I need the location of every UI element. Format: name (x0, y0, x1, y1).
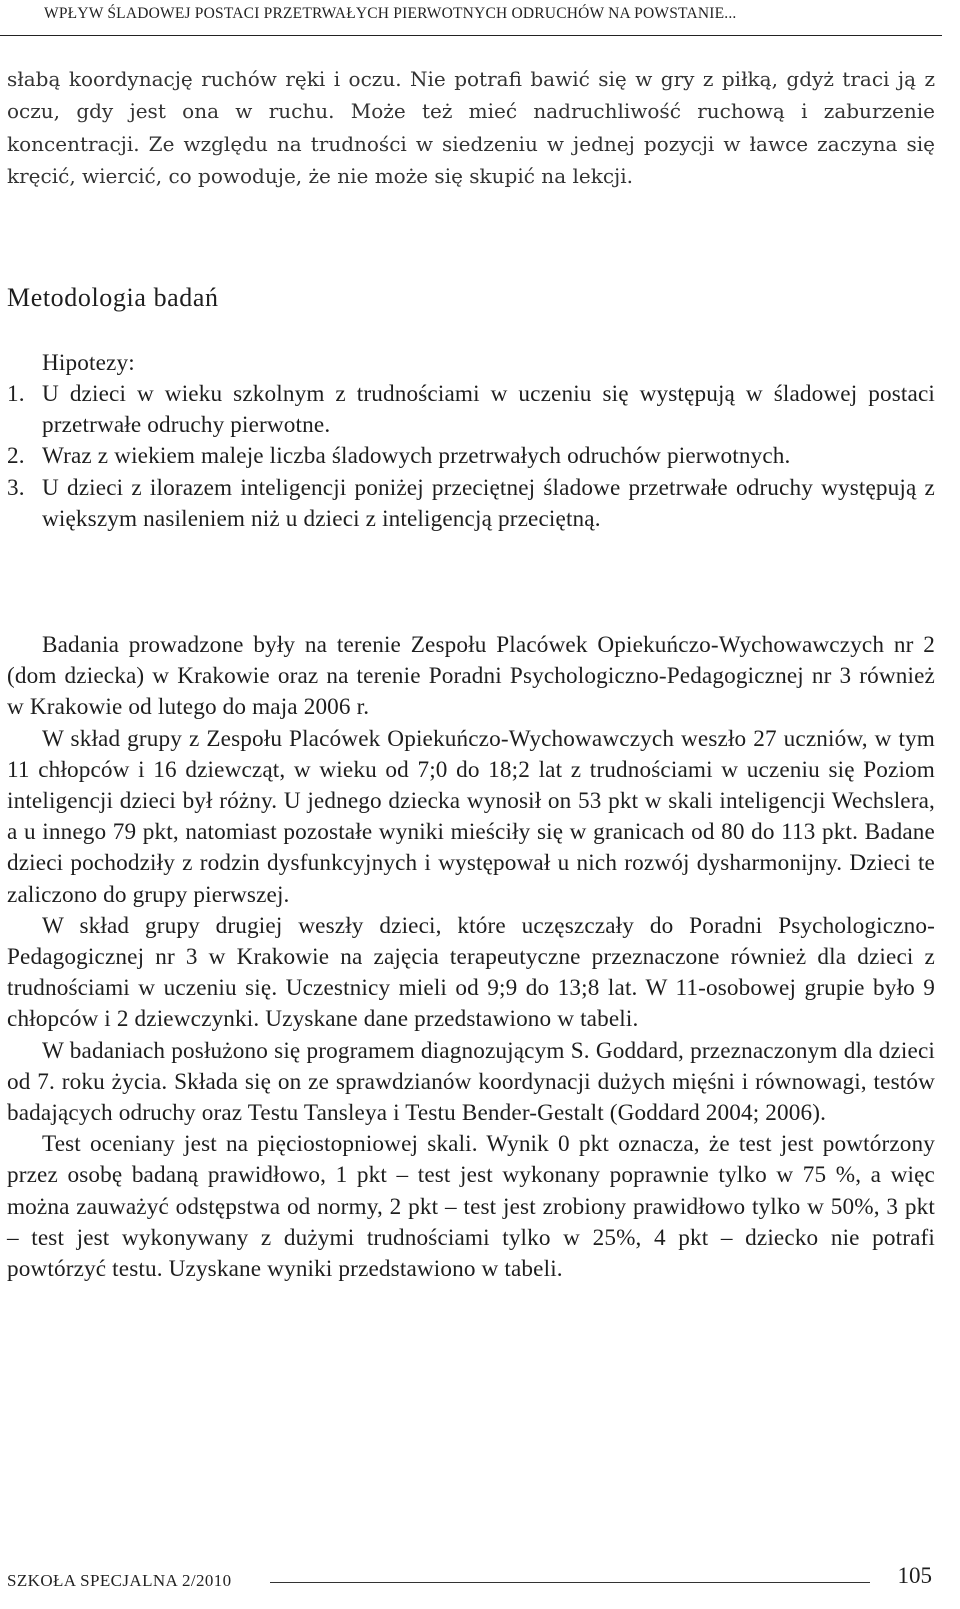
footer-journal-title: SZKOŁA SPECJALNA 2/2010 (7, 1571, 232, 1590)
header-rule (0, 35, 942, 36)
footer-rule (270, 1582, 870, 1583)
body-paragraph: W skład grupy z Zespołu Placówek Opiekuńczo-Wychowawczych weszło 27 uczniów, w tym 11 chłopców i 16 dziewcząt, w wieku od 7;0 do 18;2 lat z trudnościami w uczeniu się Poziom inteligencji dzieci był różny. U jednego dziecka wynosił on 53 pkt w skali inteligencji Wechslera, a u innego 79 pkt, natomiast pozostałe wyniki mieściły się w granicach od 80 do 113 pkt. Badane dzieci pochodziły z rodzin dysfunkcyjnych i występował u nich rozwój dysharmonijny. Dzieci te zaliczono do grupy pierwszej. (7, 725, 935, 908)
hypothesis-number: 3. (7, 474, 25, 501)
body-paragraph: W badaniach posłużono się programem diagnozującym S. Goddard, przeznaczonym dla dzieci od 7. roku życia. Składa się on ze sprawdzianów koordynacji dużych mięśni i równowagi, testów badających odruchy oraz Testu Tansleya i Testu Bender-Gestalt (Goddard 2004; 2006). (7, 1037, 935, 1127)
main-body (7, 630, 935, 1285)
hypothesis-text: U dzieci w wieku szkolnym z trudnościami w uczeniu się występują w śladowej postaci przetrwałe odruchy pierwotne. (42, 381, 935, 439)
running-header: WPŁYW ŚLADOWEJ POSTACI PRZETRWAŁYCH PIERWOTNYCH ODRUCHÓW NA POWSTANIE... (44, 5, 737, 22)
hypothesis-text: U dzieci z ilorazem inteligencji poniżej przeciętnej śladowe przetrwałe odruchy występują z większym nasileniem niż u dzieci z inteligencją przeciętną. (42, 474, 935, 532)
intro-paragraph: słabą koordynację ruchów ręki i oczu. Nie potrafi bawić się w gry z piłką, gdyż traci ją z oczu, gdy jest ona w ruchu. Może też mieć nadruchliwość ruchową i zaburzenie koncentracji. Ze względu na trudności w siedzeniu w jednej pozycji w ławce zaczyna się kręcić, wiercić, co powoduje, że nie może się skupić na lekcji. (7, 67, 935, 189)
body-paragraph: Badania prowadzone były na terenie Zespołu Placówek Opiekuńczo-Wychowawczych nr 2 (dom dziecka) w Krakowie oraz na terenie Poradni Psychologiczno-Pedagogicznej nr 3 również w Krakowie od lutego do maja 2006 r. (7, 632, 935, 721)
hypothesis-item (7, 441, 935, 472)
hypothesis-text: Wraz z wiekiem maleje liczba śladowych przetrwałych odruchów pierwotnych. (42, 443, 791, 470)
body-paragraph: W skład grupy drugiej weszły dzieci, które uczęszczały do Poradni Psychologiczno-Pedagogicznej nr 3 w Krakowie na zajęcia terapeutyczne przeznaczone również dla dzieci z trudnościami w uczeniu się. Uczestnicy mieli od 9;9 do 13;8 lat. W 11-osobowej grupie było 9 chłopców i 2 dziewczynki. Uzyskane dane przedstawiono w tabeli. (7, 912, 935, 1033)
body-paragraph: Test oceniany jest na pięciostopniowej skali. Wynik 0 pkt oznacza, że test jest powtórzony przez osobę badaną prawidłowo, 1 pkt – test jest wykonany poprawnie tylko w 75 %, a więc można zauważyć odstępstwa od normy, 2 pkt – test jest zrobiony prawidłowo tylko w 50%, 3 pkt – test jest wykonywany z dużymi trudnościami tylko w 25%, 4 pkt – dziecko nie potrafi powtórzyć testu. Uzyskane wyniki przedstawiono w tabeli. (7, 1131, 935, 1283)
hypotheses-label: Hipotezy: (42, 350, 135, 376)
page-number: 105 (897, 1563, 932, 1588)
hypotheses-list (7, 379, 935, 535)
hypothesis-number: 1. (7, 381, 25, 407)
hypothesis-number: 2. (7, 443, 25, 470)
hypothesis-item (7, 379, 935, 441)
section-heading: Metodologia badań (7, 283, 219, 312)
hypothesis-item (7, 473, 935, 535)
